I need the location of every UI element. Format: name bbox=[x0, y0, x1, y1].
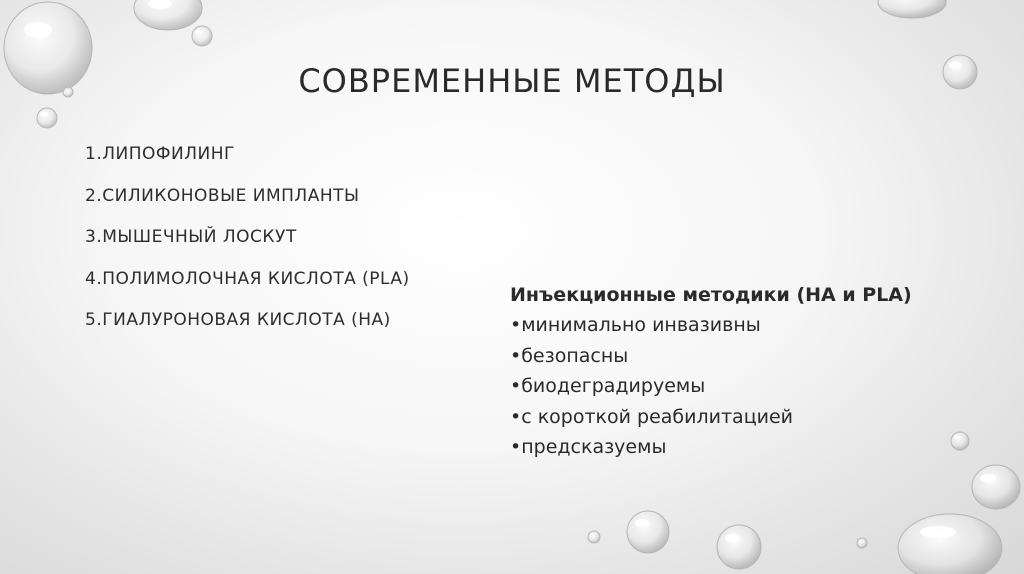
list-item: •биодеградируемы bbox=[510, 375, 706, 397]
list-item-number: 2. bbox=[85, 185, 103, 206]
list-item: •с короткой реабилитацией bbox=[510, 405, 794, 428]
list-item-number: 1. bbox=[85, 144, 103, 164]
water-drop-icon bbox=[627, 511, 669, 553]
list-item bbox=[85, 265, 410, 307]
list-item-label: СИЛИКОНОВЫЕ ИМПЛАНТЫ bbox=[102, 185, 360, 206]
water-drop-icon bbox=[972, 465, 1020, 509]
injection-methods-heading: Инъекционные методики (НА и PLA) bbox=[510, 284, 912, 306]
injection-methods-block bbox=[510, 280, 912, 463]
list-item-label: ПОЛИМОЛОЧНАЯ КИСЛОТА (PLA) bbox=[102, 268, 410, 289]
list-item-number: 5. bbox=[85, 310, 103, 330]
list-item-label: ГИАЛУРОНОВАЯ КИСЛОТА (НА) bbox=[102, 310, 391, 330]
list-item-label: МЫШЕЧНЫЙ ЛОСКУТ bbox=[102, 227, 297, 247]
list-item bbox=[85, 182, 410, 224]
injection-benefits-list bbox=[510, 310, 912, 463]
list-item bbox=[85, 306, 410, 348]
list-item-number: 3. bbox=[85, 227, 103, 247]
list-item-number: 4. bbox=[85, 268, 103, 289]
water-drop-icon bbox=[588, 531, 600, 543]
list-item: •безопасны bbox=[510, 344, 629, 367]
list-item: •предсказуемы bbox=[510, 436, 667, 458]
water-drop-icon bbox=[717, 525, 761, 569]
water-drop-icon bbox=[37, 108, 57, 128]
list-item bbox=[85, 223, 410, 265]
water-drop-icon bbox=[192, 26, 212, 46]
water-drop-icon bbox=[878, 0, 946, 18]
water-drop-icon bbox=[898, 514, 1002, 574]
slide-title: СОВРЕМЕННЫЕ МЕТОДЫ bbox=[298, 62, 726, 100]
water-drop-icon bbox=[951, 432, 969, 450]
water-drop-icon bbox=[857, 538, 867, 548]
list-item-label: ЛИПОФИЛИНГ bbox=[102, 144, 235, 164]
methods-list bbox=[85, 140, 410, 348]
list-item bbox=[85, 140, 410, 182]
water-drop-icon bbox=[134, 0, 202, 30]
list-item: •минимально инвазивны bbox=[510, 314, 761, 336]
